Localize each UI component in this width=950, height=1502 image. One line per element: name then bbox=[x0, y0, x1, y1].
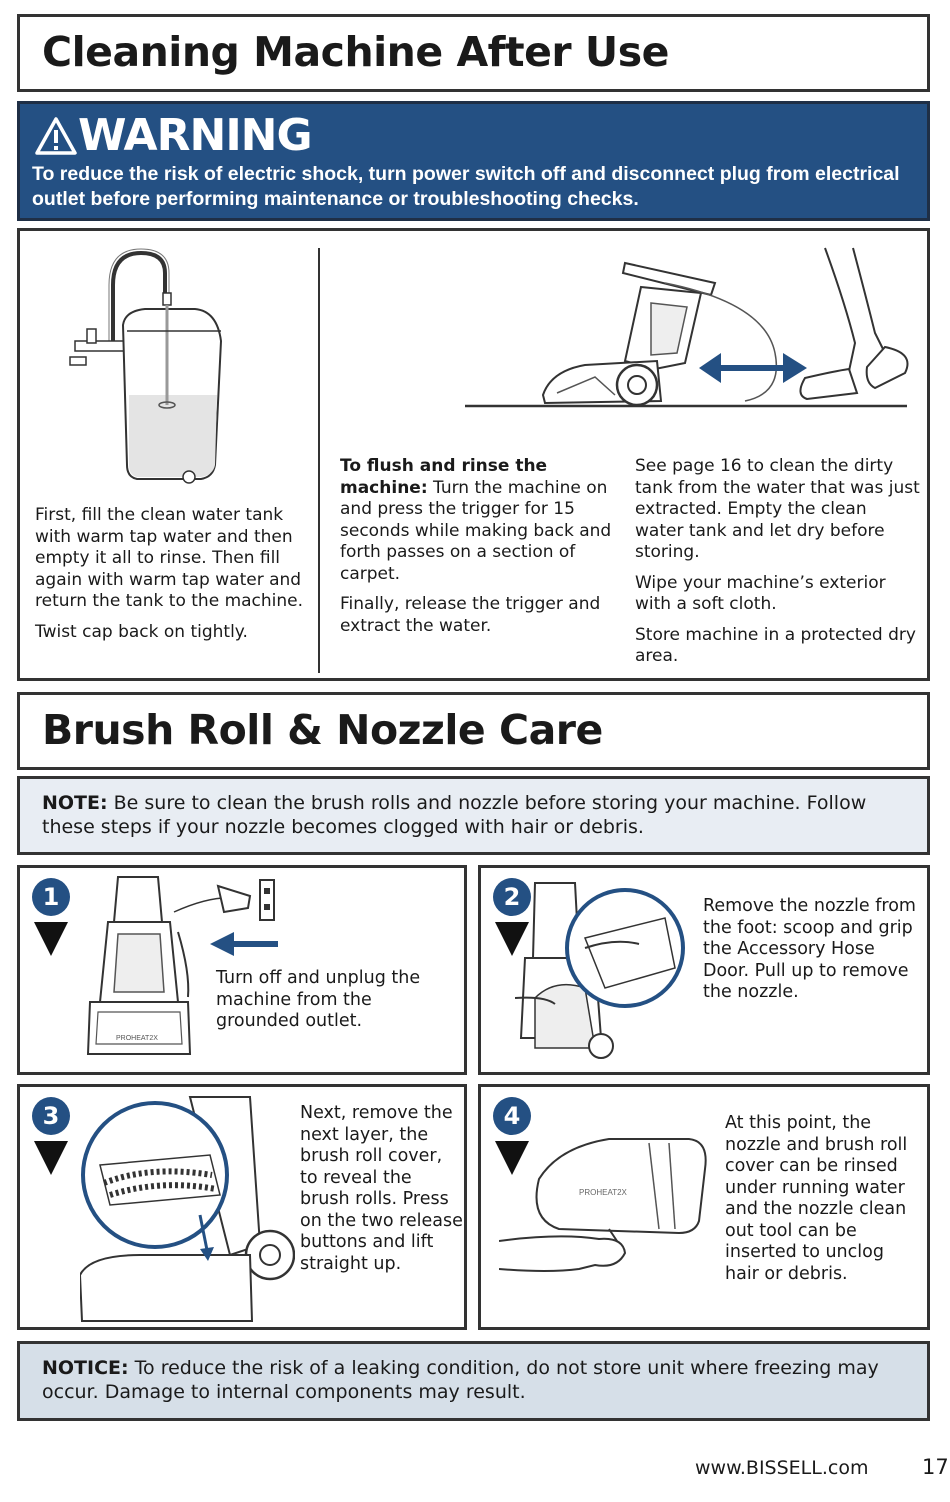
warning-text: To reduce the risk of electric shock, turn power switch off and disconnect plug from electrical outlet before performing maintenance or troubleshooting checks. bbox=[32, 163, 900, 210]
warning-triangle-icon bbox=[34, 116, 78, 156]
column-divider bbox=[318, 248, 320, 673]
brand-label: PROHEAT2X bbox=[116, 1035, 158, 1042]
warning-title: WARNING bbox=[78, 110, 312, 161]
warning-heading bbox=[34, 110, 312, 161]
note-box bbox=[17, 776, 930, 855]
flush-col2-text bbox=[340, 456, 620, 637]
footer-website-link[interactable]: www.BISSELL.com bbox=[695, 1457, 869, 1479]
flush-col2-p2: Finally, release the trigger and extract the water. bbox=[340, 594, 601, 636]
note-label: NOTE: bbox=[42, 792, 108, 814]
flush-col3-p3: Store machine in a protected dry area. bbox=[635, 624, 916, 666]
notice-body: To reduce the risk of a leaking condition, do not store unit where freezing may occur. Damage to internal components may result. bbox=[42, 1357, 879, 1403]
clean-water-tank-illustration bbox=[65, 245, 245, 495]
flush-col3-text bbox=[635, 456, 920, 668]
remove-nozzle-illustration bbox=[515, 878, 695, 1068]
step-arrow-icon bbox=[34, 922, 68, 956]
step-3-text: Next, remove the next layer, the brush roll cover, to reveal the brush rolls. Press on the two release buttons and lift straight up. bbox=[300, 1103, 463, 1274]
note-body: Be sure to clean the brush rolls and nozzle before storing your machine. Follow these steps if your nozzle becomes clogged with hair or debris. bbox=[42, 792, 867, 838]
step-2-panel bbox=[478, 865, 930, 1075]
step-1-text: Turn off and unplug the machine from the grounded outlet. bbox=[216, 968, 421, 1031]
notice-label: NOTICE: bbox=[42, 1357, 129, 1379]
step-number-badge: 3 bbox=[32, 1097, 70, 1135]
step-2-text: Remove the nozzle from the foot: scoop and grip the Accessory Hose Door. Pull up to remove the nozzle. bbox=[703, 896, 916, 1002]
step-4-text: At this point, the nozzle and brush roll cover can be rinsed under running water and the nozzle clean out tool can be inserted to unclog hair or debris. bbox=[725, 1113, 908, 1284]
step-arrow-icon bbox=[34, 1141, 68, 1175]
warning-banner bbox=[17, 101, 930, 221]
step-3-panel bbox=[17, 1084, 467, 1330]
step-number-badge: 1 bbox=[32, 878, 70, 916]
flush-col3-p1: See page 16 to clean the dirty tank from the water that was just extracted. Empty the clean water tank and let dry before storing. bbox=[635, 456, 920, 562]
section-title-brush-roll: Brush Roll & Nozzle Care bbox=[42, 706, 603, 755]
flush-col3-p2: Wipe your machine’s exterior with a soft cloth. bbox=[635, 572, 886, 614]
remove-brush-roll-cover-illustration bbox=[80, 1095, 295, 1327]
notice-box bbox=[17, 1341, 930, 1421]
step-4-panel bbox=[478, 1084, 930, 1330]
flush-col2-p1 bbox=[340, 456, 620, 585]
section-title-box bbox=[17, 14, 930, 92]
flush-col1-p1: First, fill the clean water tank with warm tap water and then empty it all to rinse. Then fill again with warm tap water and return the tank to the machine. bbox=[35, 505, 304, 611]
brand-label: PROHEAT2X bbox=[579, 1188, 627, 1197]
section-title-cleaning: Cleaning Machine After Use bbox=[42, 28, 669, 77]
flush-col1-text bbox=[35, 505, 305, 643]
step-number-badge: 4 bbox=[493, 1097, 531, 1135]
back-and-forth-pass-illustration bbox=[465, 243, 915, 413]
flush-col2-heading: To flush and rinse the machine: bbox=[340, 456, 548, 498]
flush-col2-body: Turn the machine on and press the trigger for 15 seconds while making back and forth passes on a section of carpet. bbox=[340, 477, 612, 584]
flush-col1-p2: Twist cap back on tightly. bbox=[35, 621, 248, 642]
rinse-nozzle-illustration bbox=[499, 1129, 711, 1299]
notice-text bbox=[42, 1356, 912, 1404]
section-title-box bbox=[17, 692, 930, 770]
note-text bbox=[42, 791, 912, 839]
step-1-panel bbox=[17, 865, 467, 1075]
page-number: 17 bbox=[922, 1455, 949, 1479]
step-number-badge: 2 bbox=[493, 878, 531, 916]
flush-rinse-panel bbox=[17, 228, 930, 681]
